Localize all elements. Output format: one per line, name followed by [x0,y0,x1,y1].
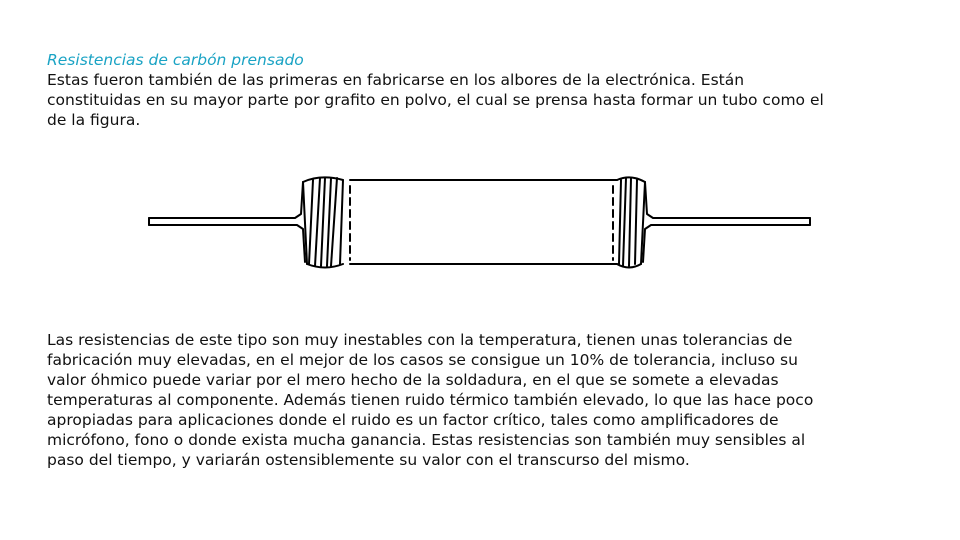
intro-line-2: constituidas en su mayor parte por grafito en polvo, el cual se prensa hasta formar un tubo como el [47,91,824,109]
body-line-7: paso del tiempo, y variarán ostensiblemente su valor con el transcurso del mismo. [47,451,690,469]
resistor-figure [145,172,815,272]
body-line-3: valor óhmico puede variar por el mero hecho de la soldadura, en el que se somete a elevadas [47,371,779,389]
slide-title: Resistencias de carbón prensado [47,51,304,69]
body-paragraph [47,330,927,470]
body-line-1: Las resistencias de este tipo son muy inestables con la temperatura, tienen unas tolerancias de [47,331,793,349]
carbon-resistor-drawing-icon [145,172,815,272]
intro-paragraph [47,70,927,130]
body-line-5: apropiadas para aplicaciones donde el ruido es un factor crítico, tales como amplificadores de [47,411,779,429]
intro-line-1: Estas fueron también de las primeras en fabricarse en los albores de la electrónica. Están [47,71,745,89]
body-line-6: micrófono, fono o donde exista mucha ganancia. Estas resistencias son también muy sensibles al [47,431,806,449]
body-line-2: fabricación muy elevadas, en el mejor de los casos se consigue un 10% de tolerancia, incluso su [47,351,798,369]
body-line-4: temperaturas al componente. Además tienen ruido térmico también elevado, lo que las hace poco [47,391,814,409]
intro-line-3: de la figura. [47,111,141,129]
